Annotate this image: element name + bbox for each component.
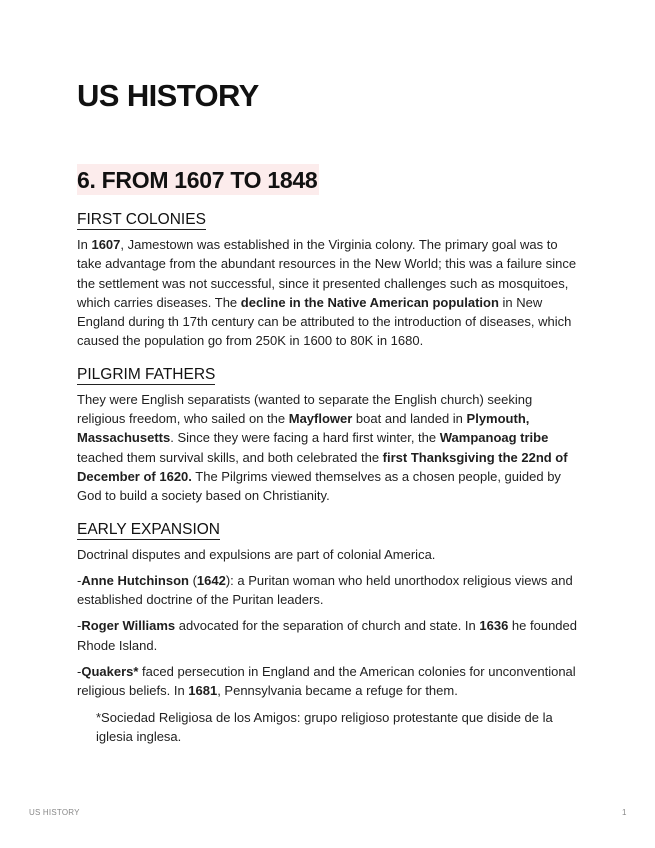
bold-text: Roger Williams <box>81 618 176 634</box>
bold-text: 1642 <box>196 572 226 588</box>
paragraph: -Roger Williams advocated for the separation of church and state. In 1636 he founded Rhode Island. <box>77 618 577 653</box>
paragraph: They were English separatists (wanted to separate the English church) seeking religious freedom, who sailed on the Mayflower boat and landed in Plymouth, Massachusetts. Since they were facing a hard first winter, the Wampanoag tribe teached them survival skills, and both celebrated the first Thanksgiving the 22nd of December of 1620. The Pilgrims viewed themselves as a chosen people, guided by God to build a society based on Christianity. <box>77 391 568 504</box>
subsection-pilgrim-fathers <box>77 365 582 506</box>
bold-text: Quakers* <box>81 664 139 680</box>
bold-text: 1607 <box>91 237 121 252</box>
bold-text: 1681 <box>188 683 218 699</box>
paragraph: -Anne Hutchinson (1642): a Puritan woman who held unorthodox religious views and established doctrine of the Puritan leaders. <box>77 572 573 608</box>
subsection-heading: FIRST COLONIES <box>77 211 206 228</box>
section-heading: 6. FROM 1607 TO 1848 <box>77 164 319 195</box>
content <box>77 210 582 746</box>
paragraph: Doctrinal disputes and expulsions are part of colonial America. <box>77 546 436 562</box>
footnote: *Sociedad Religiosa de los Amigos: grupo religioso protestante que diside de la iglesia inglesa. <box>96 709 553 744</box>
bold-text: Anne Hutchinson <box>81 572 189 588</box>
bold-text: first Thanksgiving the 22nd of December of 1620. <box>77 449 568 484</box>
bold-text: 1636 <box>479 618 509 634</box>
bold-text: decline in the Native American population <box>240 294 499 310</box>
bold-text: Plymouth, Massachusetts <box>77 411 530 446</box>
paragraph: In 1607, Jamestown was established in the Virginia colony. The primary goal was to take advantage from the abundant resources in the New World; this was a failure since the settlement was not successful, since it presented challenges such as mosquitoes, which carries diseases. The decline in the Native American population in New England during th 17th century can be attributed to the introduction of diseases, which caused the population go from 250K in 1600 to 80K in 1680. <box>77 237 577 349</box>
subsection-early-expansion <box>77 520 582 747</box>
bold-text: Wampanoag tribe <box>439 430 549 446</box>
paragraph: -Quakers* faced persecution in England and the American colonies for unconventional religious beliefs. In 1681, Pennsylvania became a refuge for them. <box>77 664 576 699</box>
subsection-heading: PILGRIM FATHERS <box>77 365 216 383</box>
subsection-heading: EARLY EXPANSION <box>77 520 220 538</box>
bold-text: Mayflower <box>288 411 353 427</box>
page-number: 1 <box>622 808 627 817</box>
subsection-first-colonies <box>77 210 582 351</box>
footer-title: US HISTORY <box>29 808 80 817</box>
document-title: US HISTORY <box>77 78 259 113</box>
